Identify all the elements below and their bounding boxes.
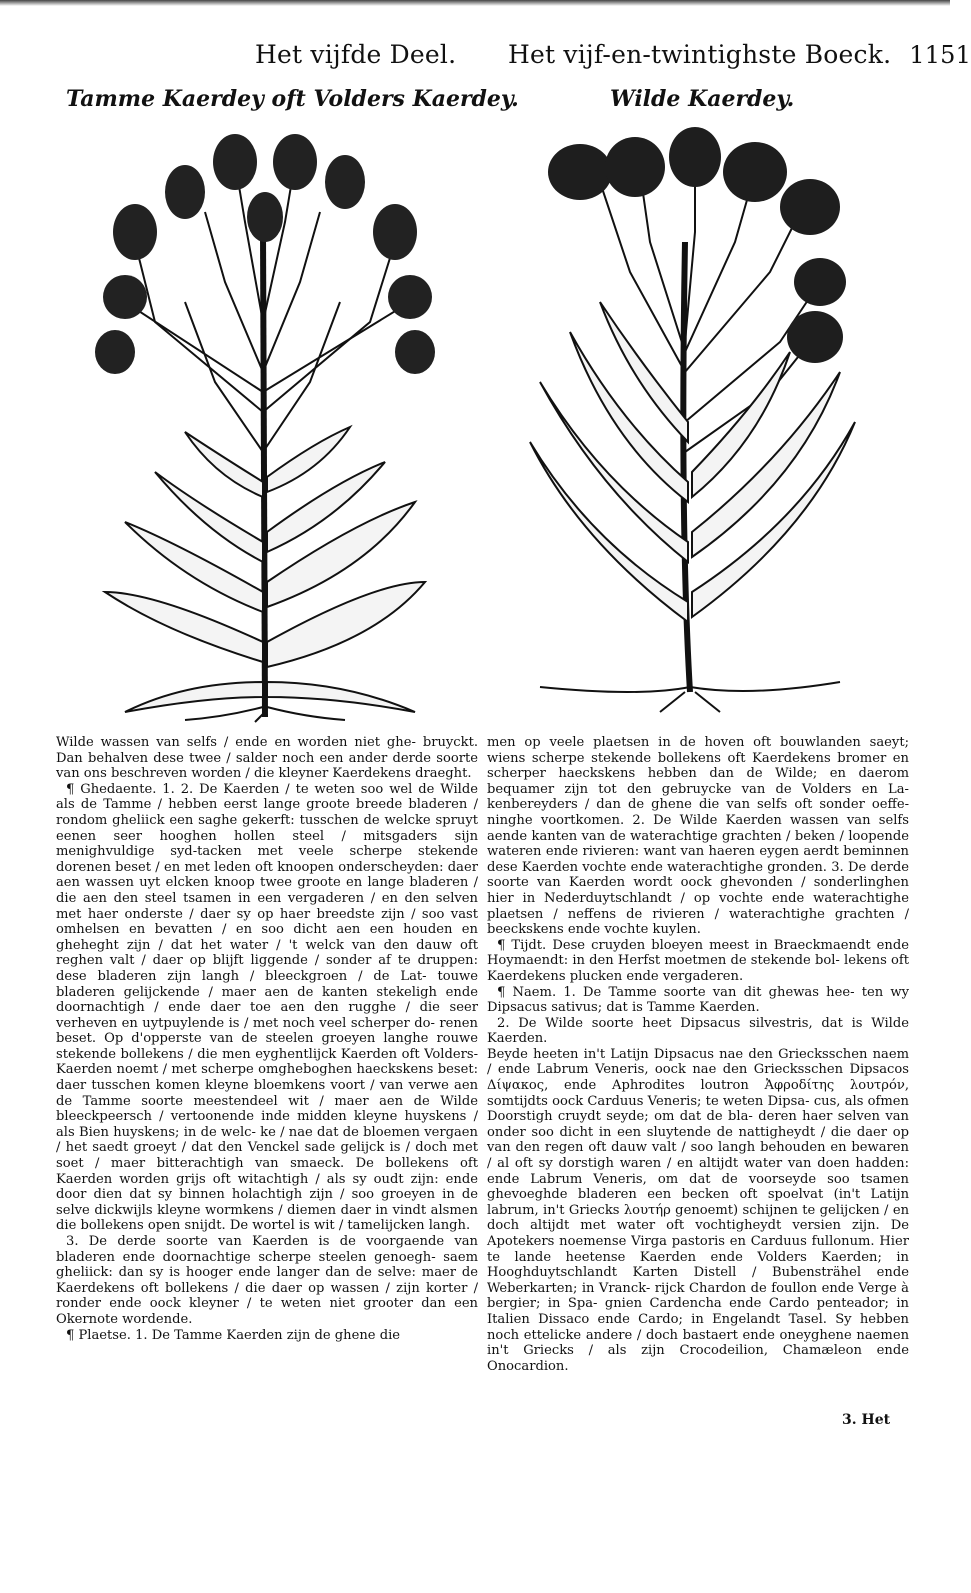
paragraph: 2. De Wilde soorte heet Dipsacus silvestris, dat is Wilde Kaerden. [487, 1015, 909, 1047]
text-column-left [56, 735, 478, 1343]
paragraph-plaetse: ¶ Plaetse. 1. De Tamme Kaerden zijn de ghene die [66, 1327, 401, 1343]
teasel-woodcut-left [95, 122, 440, 722]
scan-edge [0, 0, 950, 6]
running-head-left: Het vijfde Deel. [255, 40, 457, 69]
paragraph-tijdt: ¶ Tijdt. Dese cruyden bloeyen meest in Braeckmaendt ende Hoymaendt: in den Herfst moetmen de stekende bol- lekens oft Kaerdekens plucken ende vergaderen. [487, 937, 909, 984]
caption-tamme-kaerdey: Tamme Kaerdey oft Volders Kaerdey. [66, 86, 519, 112]
running-head-right [508, 40, 971, 69]
teasel-woodcut-right [520, 122, 865, 717]
paragraph-naem: ¶ Naem. 1. De Tamme soorte van dit ghewas hee- ten wy Dipsacus sativus; dat is Tamme Kaerden. [487, 984, 909, 1016]
paragraph: Beyde heeten in't Latijn Dipsacus nae den Griecksschen naem / ende Labrum Veneris, oock nae den Griecksschen Dipsacos Δίψακος, ende Aphrodites loutron Ἀφροδίτης λουτρόν, somtijdts oock Carduus Veneris; te weten Dipsa- cus, als ofmen Doorstigh cruydt seyde; om dat de bla- deren haer selven van onder soo dicht in een sluytende de nattigheydt / die daer op van den regen oft dauw valt / soo langh behouden en bewaren / al oft sy dorstigh waren / en altijdt water van doen hadden: ende Labrum Veneris, om dat de voorseyde soo tsamen ghevoeghde bladeren een becken oft spoelvat (in't Latijn labrum, in't Griecks λουτήρ genoemt) schijnen te gelijcken / en doch altijdt met water oft vochtigheydt versien zijn. De Apotekers noemense Virga pastoris en Carduus fullonum. Hier te lande heetense Kaerden ende Volders Kaerden; in Hooghduytschlandt Karten Distell / Bubensträhel ende Weberkarten; in Vranck- rijck Chardon de foullon ende Verge à bergier; in Spa- gnien Cardencha ende Cardo penteador; in Italien Dissaco ende Cardo; in Engelandt Tasel. Sy hebben noch ettelicke andere / doch bastaert ende oneyghene naemen in't Griecks / als zijn Crocodeilion, Chamæleon ende Onocardion. [487, 1046, 909, 1374]
page-number: 1151 [909, 41, 971, 69]
caption-wilde-kaerdey: Wilde Kaerdey. [610, 86, 795, 112]
text-column-right [487, 735, 909, 1374]
running-head-right-text: Het vijf-en-twintighste Boeck. [508, 40, 892, 69]
paragraph: 3. De derde soorte van Kaerden is de voorgaende van bladeren ende doornachtige scherpe steelen genoegh- saem gheliick: dan sy is hooger ende langer dan de selve: maer de Kaerdekens oft bollekens / die daer op wassen / zijn korter / ronder ende oock kleyner / te weten niet grooter dan een Okernote wordende. [56, 1234, 478, 1327]
paragraph: men op veele plaetsen in de hoven oft bouwlanden saeyt; wiens scherpe stekende bollekens oft Kaerdekens bromer en scherper haeckskens hebben dan de Wilde; en daerom bequamer zijn tot den gebruycke van de Volders en La- kenbereyders / dan de ghene die van selfs oft sonder oeffe- ninghe voortkomen. 2. De Wilde Kaerden wassen van selfs aende kanten van de waterachtige grachten / beken / loopende wateren ende rivieren: want van haeren eygen aerdt beminnen dese Kaerden vochte ende waterachtighe gronden. 3. De derde soorte van Kaerden wordt oock ghevonden / sonderlinghen hier in Nederduytschlandt / op vochte ende waterachtighe plaetsen / neffens de rivieren / waterachtighe grachten / beeckskens ende vochte kuylen. [487, 735, 909, 938]
catchword: 3. Het [842, 1412, 891, 1428]
paragraph-ghedaente: ¶ Ghedaente. 1. 2. De Kaerden / te weten soo wel de Wilde als de Tamme / hebben eerst lange groote breede bladeren / rondom gheliick een saghe gekerft: tusschen de welcke spruyt eenen seer hooghen hollen steel / mitsgaders sijn menighvuldige syd-tacken met veele scherpe stekende dorenen beset / en met leden oft knoopen onderscheyden: daer aen wassen uyt elcken knoop twee groote en lange bladeren / die aen den steel tsamen in een vergaderen / en den selven met haer onderste / daer sy op haer breedste zijn / soo vast omhelsen en bevatten / en soo dicht aen een houden en gheheght zijn / dat het water / 't welck van den dauw oft reghen valt / daer op blijft liggende / sonder af te druppen: dese bladeren zijn langh / bleeckgroen / de Lat- touwe bladeren gelijckende / maer aen de kanten stekeligh ende doornachtigh / ende daer toe aen den rugghe / die seer verheven en uytpuylende is / met noch veel scherper do- renen beset. Op d'opperste van de steelen groeyen langhe rouwe stekende bollekens / die men eyghentlijck Kaerden oft Volders-Kaerden noemt / met scherpe omgheboghen haeckskens beset: daer tusschen komen kleyne bloemkens voort / van verwe aen de Tamme soorte meestendeel wit / maer aen de Wilde bleeckpeersch / vertoonende inde midden kleyne huyskens / als Bien huyskens; in de welc- ke / nae dat de bloemen vergaen / het saedt groeyt / dat den Venckel sade gelijck is / doch met soet / maer bitterachtigh van smaeck. De bollekens oft Kaerden worden grijs oft witachtigh / als sy oudt zijn: ende door dien dat sy binnen holachtigh zijn / soo groeyen in de selve dickwijls kleyne wormkens / diemen daer in vindt alsmen die bollekens open snijdt. De wortel is wit / tamelijcken langh. [56, 781, 478, 1234]
paragraph: Wilde wassen van selfs / ende en worden niet ghe- bruyckt. Dan behalven dese twee / salder noch een ander derde soorte van ons beschreven worden / die kleyner Kaerdekens draeght. [56, 735, 478, 782]
